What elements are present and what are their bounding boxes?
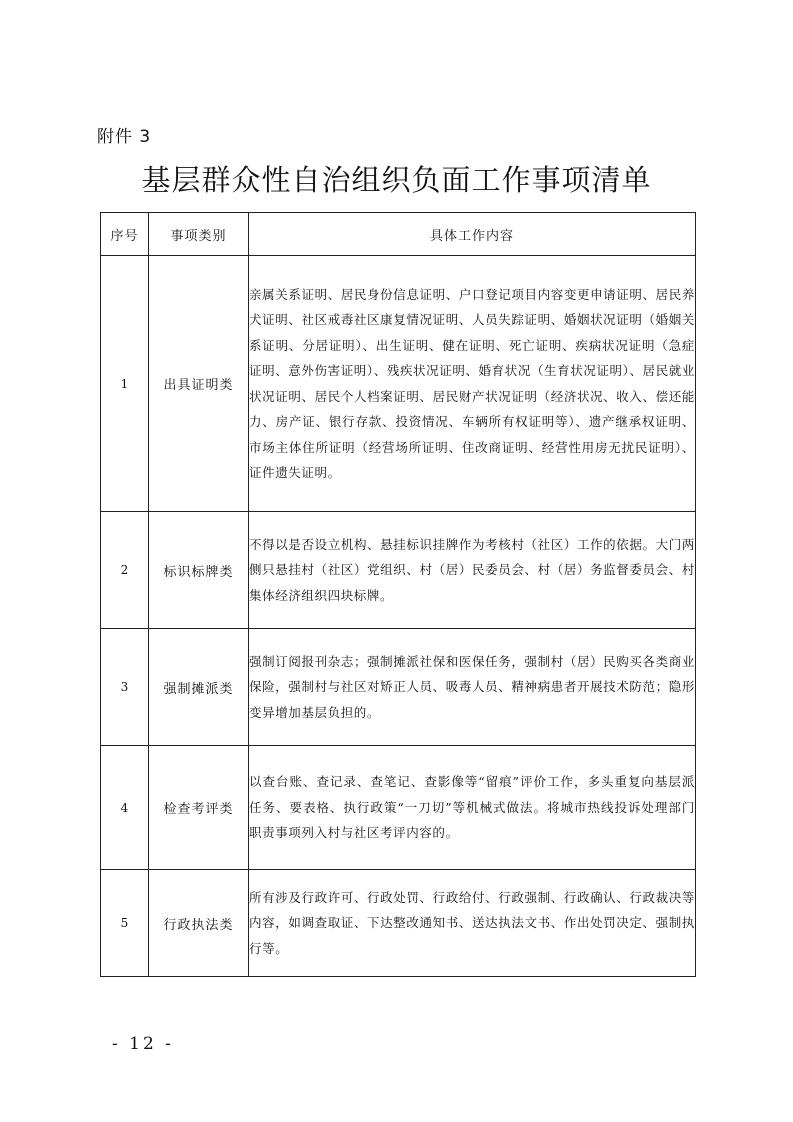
row-content: 所有涉及行政许可、行政处罚、行政给付、行政强制、行政确认、行政裁决等内容，如调查取证、下达整改通知书、送达执法文书、作出处罚决定、强制执行等。 [249,870,696,977]
attachment-label: 附件 3 [97,127,152,147]
row-content: 强制订阅报刊杂志；强制摊派社保和医保任务，强制村（居）民购买各类商业保险，强制村与社区对矫正人员、吸毒人员、精神病患者开展技术防范；隐形变异增加基层负担的。 [249,629,696,746]
row-content: 以查台账、查记录、查笔记、查影像等“留痕”评价工作，多头重复向基层派任务、要表格、执行政策“一刀切”等机械式做法。将城市热线投诉处理部门职责事项列入村与社区考评内容的。 [249,746,696,870]
row-number: 4 [101,746,149,870]
table-row [101,256,696,512]
row-category: 标识标牌类 [149,512,249,629]
row-number: 1 [101,256,149,512]
row-content: 不得以是否设立机构、悬挂标识挂牌作为考核村（社区）工作的依据。大门两侧只悬挂村（社区）党组织、村（居）民委员会、村（居）务监督委员会、村集体经济组织四块标牌。 [249,512,696,629]
row-category: 强制摊派类 [149,629,249,746]
row-content: 亲属关系证明、居民身份信息证明、户口登记项目内容变更申请证明、居民养犬证明、社区戒毒社区康复情况证明、人员失踪证明、婚姻状况证明（婚姻关系证明、分居证明）、出生证明、健在证明、死亡证明、疾病状况证明（急症证明、意外伤害证明）、残疾状况证明、婚育状况（生育状况证明）、居民就业状况证明、居民个人档案证明、居民财产状况证明（经济状况、收入、偿还能力、房产证、银行存款、投资情况、车辆所有权证明等）、遗产继承权证明、市场主体住所证明（经营场所证明、住改商证明、经营性用房无扰民证明）、证件遗失证明。 [249,256,696,512]
table-row [101,746,696,870]
header-content: 具体工作内容 [249,213,696,256]
table-row [101,870,696,977]
page-number: - 12 - [112,1034,174,1054]
row-number: 2 [101,512,149,629]
negative-items-table [100,212,696,977]
row-category: 检查考评类 [149,746,249,870]
header-category: 事项类别 [149,213,249,256]
table-header-row [101,213,696,256]
row-number: 5 [101,870,149,977]
row-category: 出具证明类 [149,256,249,512]
table-row [101,512,696,629]
row-number: 3 [101,629,149,746]
header-number: 序号 [101,213,149,256]
table-row [101,629,696,746]
document-title: 基层群众性自治组织负面工作事项清单 [141,163,652,197]
row-category: 行政执法类 [149,870,249,977]
